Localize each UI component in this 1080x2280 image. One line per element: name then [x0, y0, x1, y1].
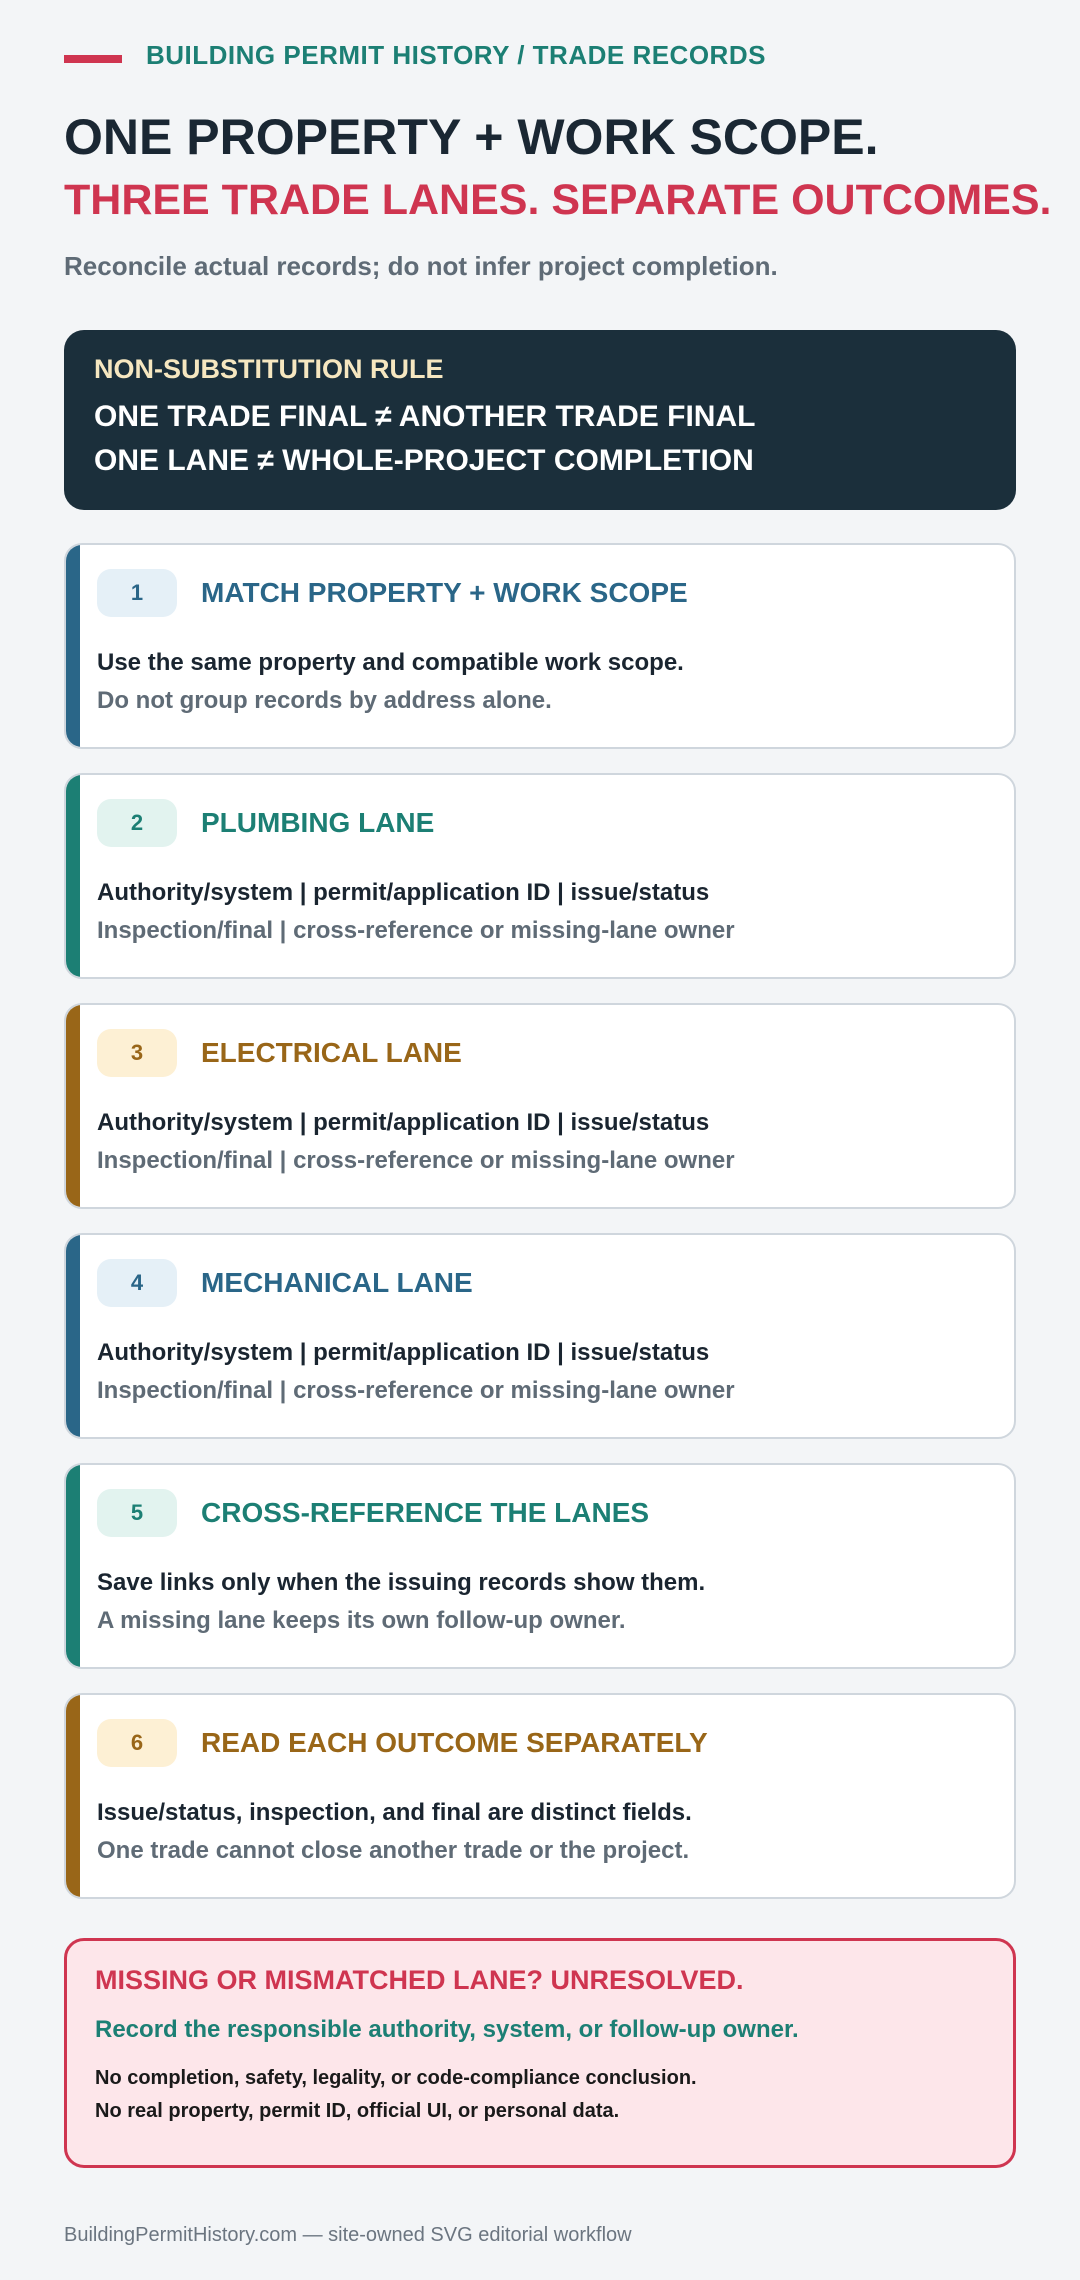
- step-stripe: [66, 1005, 80, 1207]
- page-subtitle: Reconcile actual records; do not infer project completion.: [64, 251, 778, 281]
- page-title: ONE PROPERTY + WORK SCOPE.: [64, 109, 879, 165]
- step-stripe: [66, 1695, 80, 1897]
- step-number-badge: 3: [97, 1029, 177, 1077]
- rule-line: ONE LANE ≠ WHOLE-PROJECT COMPLETION: [94, 444, 754, 477]
- step-card-plumbing-lane: [64, 773, 1016, 979]
- warning-subtitle: Record the responsible authority, system, or follow-up owner.: [95, 2016, 799, 2043]
- step-stripe: [66, 1235, 80, 1437]
- kicker-accent-bar: [64, 55, 122, 63]
- step-stripe: [66, 775, 80, 977]
- footer-credit: BuildingPermitHistory.com — site-owned SVG editorial workflow: [64, 2224, 632, 2246]
- step-number-badge: 2: [97, 799, 177, 847]
- non-substitution-rule-panel: [64, 330, 1016, 510]
- step-stripe: [66, 545, 80, 747]
- rule-line: ONE TRADE FINAL ≠ ANOTHER TRADE FINAL: [94, 400, 756, 433]
- step-number-badge: 5: [97, 1489, 177, 1537]
- step-note: Inspection/final | cross-reference or missing-lane owner: [97, 1147, 735, 1174]
- step-note: Inspection/final | cross-reference or missing-lane owner: [97, 917, 735, 944]
- step-description: Use the same property and compatible work scope.: [97, 649, 684, 676]
- step-description: Issue/status, inspection, and final are distinct fields.: [97, 1799, 692, 1826]
- step-description: Authority/system | permit/application ID | issue/status: [97, 1109, 710, 1136]
- step-note: Inspection/final | cross-reference or missing-lane owner: [97, 1377, 735, 1404]
- step-title: PLUMBING LANE: [201, 807, 435, 838]
- step-card-mechanical-lane: [64, 1233, 1016, 1439]
- step-title: READ EACH OUTCOME SEPARATELY: [201, 1727, 708, 1758]
- warning-disclaimer: No real property, permit ID, official UI, or personal data.: [95, 2100, 620, 2122]
- step-stripe: [66, 1465, 80, 1667]
- kicker-text: BUILDING PERMIT HISTORY / TRADE RECORDS: [146, 40, 766, 70]
- step-card-cross-reference: [64, 1463, 1016, 1669]
- step-number-badge: 6: [97, 1719, 177, 1767]
- kicker: [64, 40, 766, 71]
- step-description: Authority/system | permit/application ID | issue/status: [97, 1339, 710, 1366]
- step-number-badge: 4: [97, 1259, 177, 1307]
- step-card-match-property: [64, 543, 1016, 749]
- step-title: ELECTRICAL LANE: [201, 1037, 462, 1068]
- step-title: MECHANICAL LANE: [201, 1267, 473, 1298]
- step-card-read-outcomes: [64, 1693, 1016, 1899]
- step-note: A missing lane keeps its own follow-up owner.: [97, 1607, 626, 1634]
- warning-title: MISSING OR MISMATCHED LANE? UNRESOLVED.: [95, 1965, 744, 1995]
- step-note: Do not group records by address alone.: [97, 687, 552, 714]
- page-title-secondary: THREE TRADE LANES. SEPARATE OUTCOMES.: [64, 176, 1052, 224]
- step-title: CROSS-REFERENCE THE LANES: [201, 1497, 650, 1528]
- step-description: Authority/system | permit/application ID | issue/status: [97, 879, 710, 906]
- step-note: One trade cannot close another trade or the project.: [97, 1837, 690, 1864]
- step-title: MATCH PROPERTY + WORK SCOPE: [201, 577, 688, 608]
- warning-disclaimer: No completion, safety, legality, or code-compliance conclusion.: [95, 2067, 697, 2089]
- rule-heading: NON-SUBSTITUTION RULE: [94, 354, 444, 384]
- unresolved-warning-panel: [64, 1938, 1016, 2168]
- step-card-electrical-lane: [64, 1003, 1016, 1209]
- step-number-badge: 1: [97, 569, 177, 617]
- step-description: Save links only when the issuing records show them.: [97, 1569, 706, 1596]
